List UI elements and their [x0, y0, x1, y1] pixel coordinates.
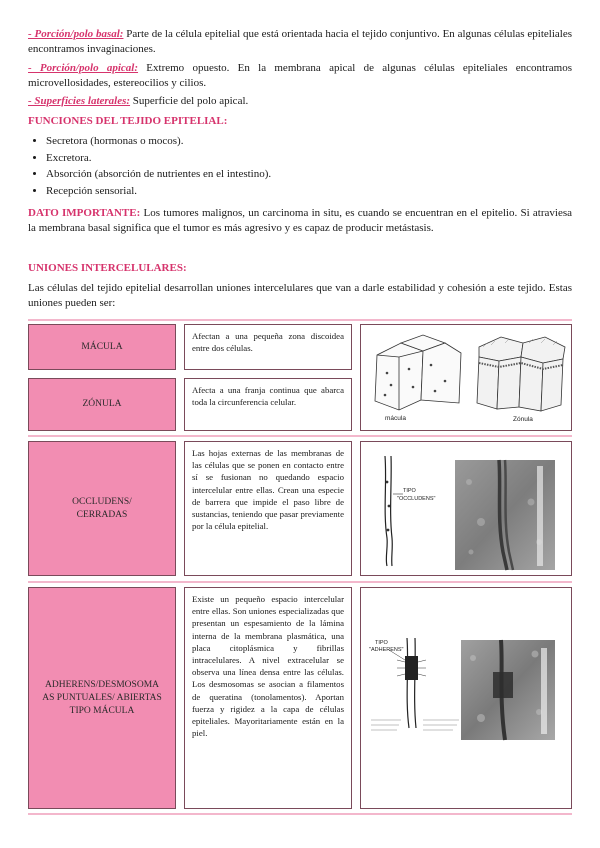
- adherens-label-line-3: TIPO MÁCULA: [69, 705, 135, 716]
- uniones-heading: UNIONES INTERCELULARES:: [28, 262, 187, 274]
- junction-diagram-illustration: [361, 325, 571, 430]
- row-divider: [28, 581, 572, 583]
- basal-paragraph: [28, 27, 572, 56]
- adherens-label-line-1: ADHERENS/DESMOSOMA: [44, 679, 159, 690]
- zonula-label: ZÓNULA: [82, 399, 122, 409]
- occludens-figure: [360, 441, 572, 576]
- adherens-description: Existe un pequeño espacio intercelular entre ellas. Son uniones especializadas que presentan un espesamiento de la lámina interna de la membrana plasmática, una placa citoplásmica y fibrillas intracelulares. A nivel extracelular se observa una línea densa entre las células. Los desmosomas se asocian a filamentos de queratina (tonolamentos). Aportan fuerza y rigidez a la capa de células epiteliales. Mayoritariamente están en la piel.: [192, 594, 344, 739]
- zonula-label-cell: [28, 378, 176, 431]
- adherens-description-cell: [184, 587, 352, 809]
- uniones-intro: Las células del tejido epitelial desarrollan uniones intercelulares que van a darle estabilidad y cohesión a este tejido. Estas uniones pueden ser:: [28, 282, 572, 309]
- zonula-description-cell: [184, 378, 352, 431]
- apical-label: - Porción/polo apical:: [28, 62, 139, 74]
- row-divider: [28, 319, 572, 321]
- occludens-label-line-1: OCCLUDENS/: [72, 496, 132, 507]
- fig3-caption-line-1: TIPO: [375, 640, 388, 646]
- macula-label-cell: [28, 324, 176, 370]
- fig2-caption-line-2: "OCCLUDENS": [397, 496, 436, 502]
- macula-label: MÁCULA: [81, 341, 123, 352]
- adherens-illustration: [361, 588, 571, 808]
- lateral-paragraph: [28, 94, 572, 109]
- dato-paragraph: [28, 206, 572, 235]
- funciones-list: [28, 134, 566, 200]
- macula-description: Afectan a una pequeña zona discoidea entre dos células.: [192, 331, 344, 354]
- fig2-caption-line-1: TIPO: [403, 488, 416, 494]
- dato-label: DATO IMPORTANTE:: [28, 207, 141, 219]
- adherens-figure: [360, 587, 572, 809]
- row-divider: [28, 813, 572, 815]
- dato-text: Los tumores malignos, un carcinoma in situ, es cuando se encuentran en el epitelio. Si atraviesa la membrana basal significa que el tumor es más agresivo y es capaz de producir metástasis.: [28, 207, 572, 234]
- list-item: • Recepción sensorial.: [46, 184, 566, 198]
- basal-text: Parte de la célula epitelial que está orientada hacia el tejido conjuntivo. En algunas células epiteliales encontramos invaginaciones.: [28, 28, 572, 55]
- occludens-illustration: [361, 442, 571, 575]
- adherens-label-line-2: AS PUNTUALES/ ABIERTAS: [42, 692, 162, 703]
- macula-zonula-figure: [360, 324, 572, 431]
- list-item: • Excretora.: [46, 151, 566, 165]
- row-divider: [28, 435, 572, 437]
- apical-paragraph: [28, 61, 572, 90]
- occludens-description: Las hojas externas de las membranas de las células que se ponen en contacto entre sí se fusionan no quedando espacio intercelular entre ellas. Crean una especie de barrera que impide el paso libre de sustancias, teniendo que pasar previamente por la célula epitelial.: [192, 448, 344, 532]
- fig3-caption-line-2: "ADHERENS": [369, 647, 404, 653]
- fig1-right-caption: Zónula: [513, 416, 533, 423]
- adherens-label-cell: [28, 587, 176, 809]
- basal-label: - Porción/polo basal:: [28, 28, 124, 40]
- list-item: • Secretora (hormonas o mocos).: [46, 134, 566, 148]
- occludens-description-cell: [184, 441, 352, 576]
- occludens-label-cell: [28, 441, 176, 576]
- macula-description-cell: [184, 324, 352, 370]
- funciones-heading: FUNCIONES DEL TEJIDO EPITELIAL:: [28, 115, 228, 127]
- desmosome-plaque: [405, 656, 418, 680]
- zonula-description: Afecta a una franja continua que abarca toda la circunferencia celular.: [192, 385, 344, 408]
- fig1-left-caption: mácula: [385, 415, 406, 422]
- lateral-text: Superficie del polo apical.: [130, 95, 249, 107]
- list-item: • Absorción (absorción de nutrientes en el intestino).: [46, 167, 566, 181]
- occludens-label-line-2: CERRADAS: [76, 509, 128, 520]
- apical-text: Extremo opuesto. En la membrana apical de algunas células epiteliales encontramos microvellosidades, estereocilios y cilios.: [28, 62, 572, 89]
- lateral-label: - Superficies laterales:: [28, 95, 131, 107]
